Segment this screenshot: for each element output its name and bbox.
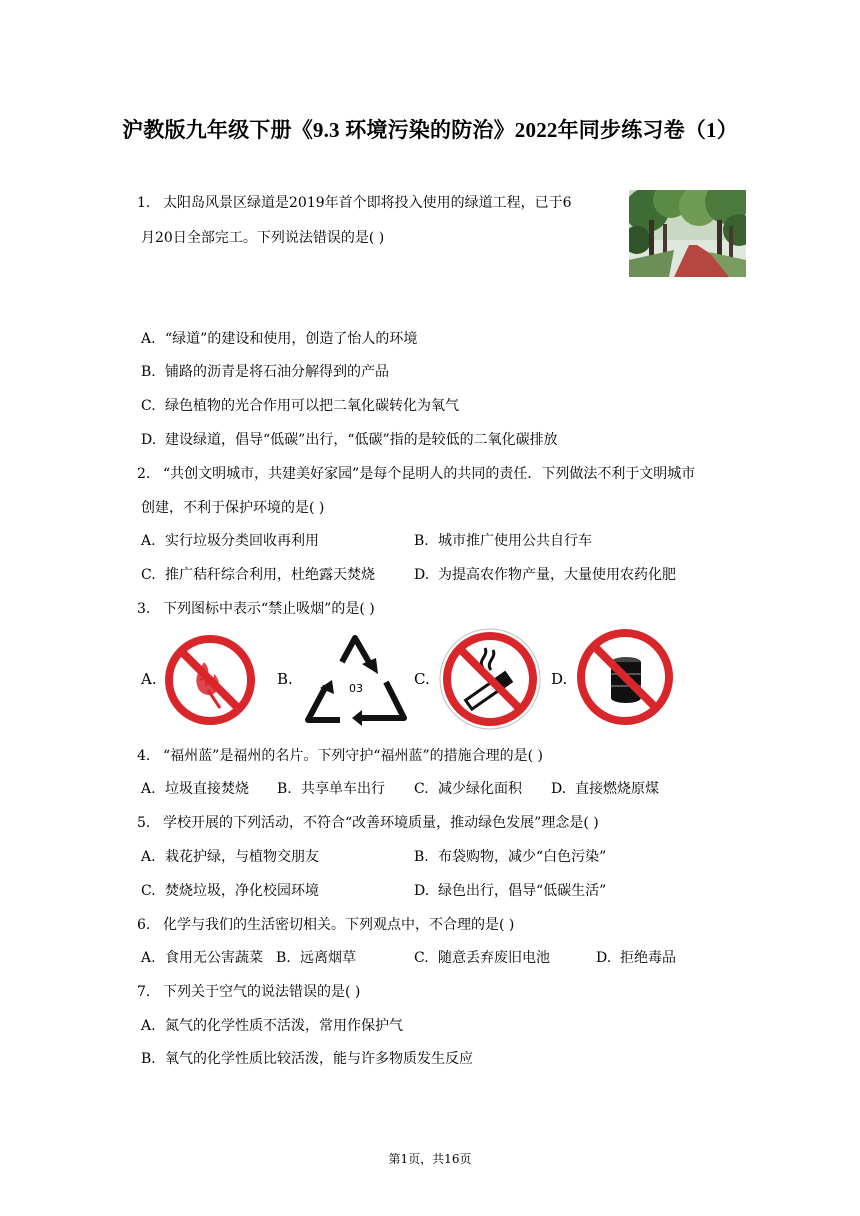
question-2-option-d: D. 为提高农作物产量，大量使用农药化肥 (414, 567, 676, 583)
question-3-option-c-label: C. (414, 670, 430, 688)
recycling-03-sign-icon (300, 630, 414, 732)
question-stem: “福州蓝”是福州的名片。下列守护“福州蓝”的措施合理的是( ) (163, 748, 544, 764)
question-6-option-c: C. 随意丢弃废旧电池 (414, 950, 550, 966)
greenway-photo (629, 190, 746, 277)
no-burning-sign-icon (164, 634, 256, 730)
question-4-option-c: C. 减少绿化面积 (414, 781, 522, 797)
question-number: 2. (137, 466, 151, 482)
question-stem: 太阳岛风景区绿道是2019年首个即将投入使用的绿道工程，已于6 (163, 195, 572, 211)
question-1-option-a: A. “绿道”的建设和使用，创造了怡人的环境 (141, 331, 418, 347)
question-stem: 化学与我们的生活密切相关。下列观点中，不合理的是( ) (163, 917, 515, 933)
question-number: 7. (137, 984, 151, 1000)
question-number: 5. (137, 815, 151, 831)
question-number: 1. (137, 195, 151, 211)
question-1-option-b: B. 铺路的沥青是将石油分解得到的产品 (141, 364, 389, 380)
question-1-option-d: D. 建设绿道，倡导“低碳”出行，“低碳”指的是较低的二氧化碳排放 (141, 432, 558, 448)
question-3-option-b-label: B. (277, 670, 293, 688)
question-4-option-d: D. 直接燃烧原煤 (551, 781, 659, 797)
no-smoking-sign-icon (439, 628, 541, 734)
page-title: 沪教版九年级下册《9.3 环境污染的防治》2022年同步练习卷（1） (122, 118, 738, 142)
question-2-option-a: A. 实行垃圾分类回收再利用 (141, 533, 319, 549)
question-6-option-b: B. 远离烟草 (276, 950, 356, 966)
question-2-option-c: C. 推广秸秆综合利用，杜绝露天焚烧 (141, 567, 375, 583)
question-4-option-b: B. 共享单车出行 (277, 781, 385, 797)
question-5-line1 (137, 812, 599, 832)
question-7-option-b: B. 氧气的化学性质比较活泼，能与许多物质发生反应 (141, 1051, 473, 1067)
question-stem: “共创文明城市，共建美好家园”是每个昆明人的共同的责任．下列做法不利于文明城市 (163, 466, 696, 482)
question-3-line1 (137, 598, 375, 618)
question-stem: 下列关于空气的说法错误的是( ) (163, 984, 361, 1000)
question-7-line1 (137, 981, 360, 1001)
question-number: 6. (137, 917, 151, 933)
question-3-option-a-label: A. (141, 670, 157, 688)
question-2-line1 (137, 463, 695, 483)
question-stem: 下列图标中表示“禁止吸烟”的是( ) (163, 601, 375, 617)
question-7-option-a: A. 氮气的化学性质不活泼，常用作保护气 (141, 1018, 403, 1034)
question-1-option-c: C. 绿色植物的光合作用可以把二氧化碳转化为氧气 (141, 398, 459, 414)
page-footer: 第1页，共16页 (388, 1152, 472, 1166)
question-6-option-d: D. 拒绝毒品 (596, 950, 676, 966)
question-5-option-b: B. 布袋购物，减少“白色污染” (414, 849, 607, 865)
question-3-option-d-label: D. (551, 670, 568, 688)
no-oil-drum-sign-icon (576, 628, 674, 730)
question-2-option-b: B. 城市推广使用公共自行车 (414, 533, 592, 549)
question-5-option-c: C. 焚烧垃圾，净化校园环境 (141, 883, 319, 899)
question-6-option-a: A. 食用无公害蔬菜 (141, 950, 263, 966)
recycling-code-text: 03 (349, 682, 363, 695)
question-5-option-d: D. 绿色出行，倡导“低碳生活” (414, 883, 607, 899)
question-2-line2: 创建，不利于保护环境的是( ) (141, 500, 325, 516)
question-4-line1 (137, 745, 543, 765)
question-1-line1 (137, 192, 572, 212)
question-4-option-a: A. 垃圾直接焚烧 (141, 781, 249, 797)
question-number: 4. (137, 748, 151, 764)
question-stem: 学校开展的下列活动，不符合“改善环境质量，推动绿色发展”理念是( ) (163, 815, 599, 831)
question-1-line2: 月20日全部完工。下列说法错误的是( ) (141, 230, 385, 246)
question-5-option-a: A. 栽花护绿，与植物交朋友 (141, 849, 319, 865)
question-number: 3. (137, 601, 151, 617)
question-6-line1 (137, 914, 514, 934)
